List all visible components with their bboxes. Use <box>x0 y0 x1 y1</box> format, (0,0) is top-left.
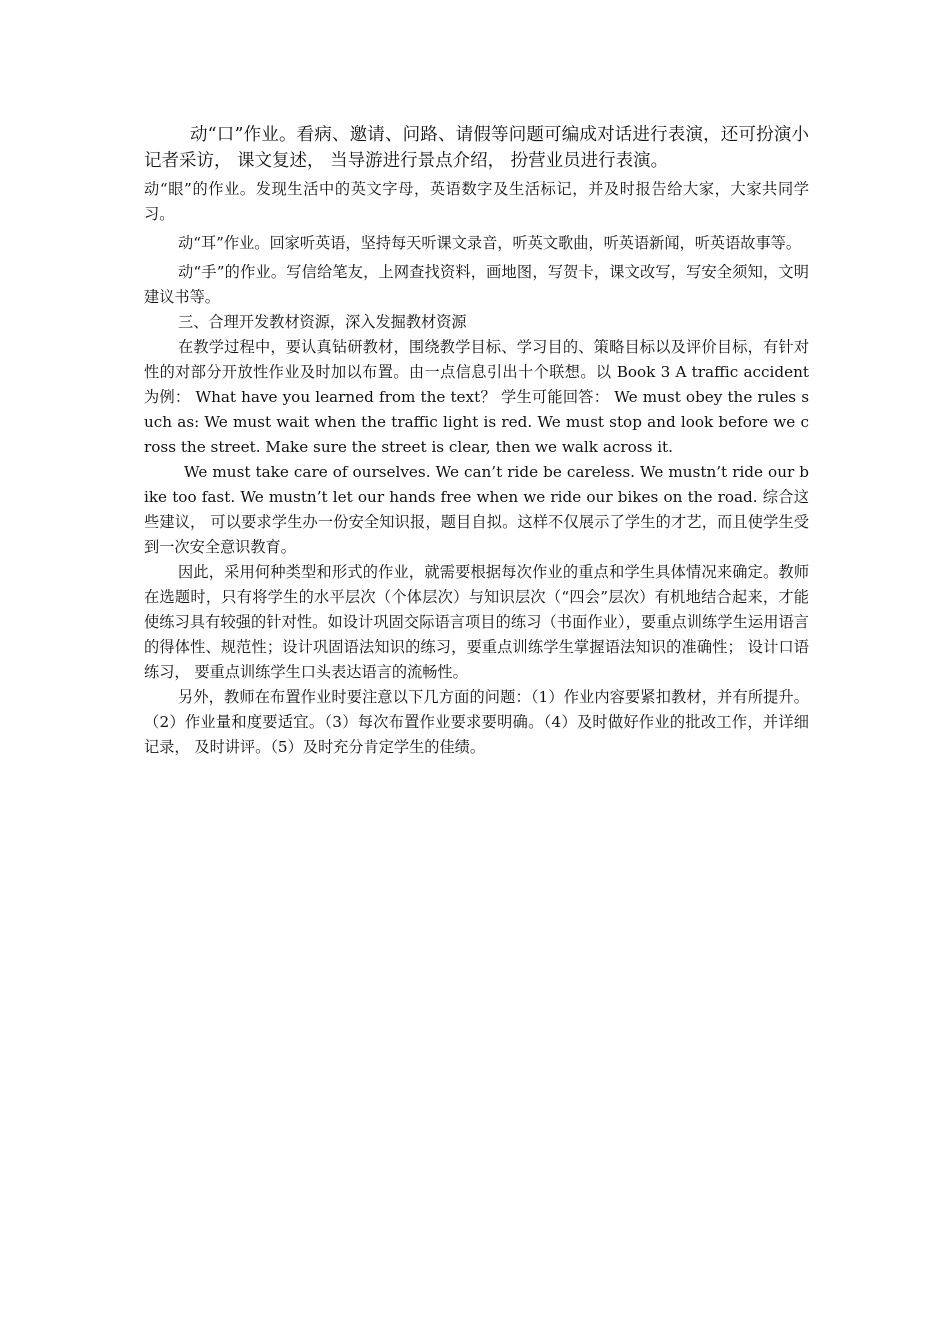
section-heading-3: 三、合理开发教材资源，深入发掘教材资源 <box>178 313 467 331</box>
paragraph-hand-homework: 动“手”的作业。写信给笔友，上网查找资料，画地图，写贺卡，课文改写，写安全须知，文明建议书等。 <box>144 263 809 306</box>
document-page <box>144 122 809 760</box>
paragraph-eye-homework: 动“眼”的作业。发现生活中的英文字母，英语数字及生活标记，并及时报告给大家，大家共同学习。 <box>144 180 809 223</box>
paragraph-homework-notes: 另外，教师在布置作业时要注意以下几方面的问题：（1）作业内容要紧扣教材，并有所提升。（2）作业量和度要适宜。（3）每次布置作业要求要明确。（4）及时做好作业的批改工作，并详细记录， 及时讲评。（5）及时充分肯定学生的佳绩。 <box>144 688 809 756</box>
paragraph-ear-homework: 动“耳”作业。回家听英语，坚持每天听课文录音，听英文歌曲，听英语新闻，听英语故事等。 <box>178 234 802 252</box>
paragraph-oral-homework: 动“口”作业。看病、邀请、问路、请假等问题可编成对话进行表演，还可扮演小记者采访， 课文复述， 当导游进行景点介绍， 扮营业员进行表演。 <box>144 125 809 171</box>
paragraph-teaching-process: 在教学过程中，要认真钻研教材，围绕教学目标、学习目的、策略目标以及评价目标，有针对性的对部分开放性作业及时加以布置。由一点信息引出十个联想。以 Book 3 A traffic accident 为例： What have you learned from the text？ 学生可能回答： We must obey the rules such as: We must wait when the traffic light is red. We must stop and look before we cross the street. Make sure the street is clear, then we walk across it. <box>144 338 809 456</box>
paragraph-homework-types: 因此，采用何种类型和形式的作业，就需要根据每次作业的重点和学生具体情况来确定。教师在选题时，只有将学生的水平层次（个体层次）与知识层次（“四会”层次）有机地结合起来，才能使练习具有较强的针对性。如设计巩固交际语言项目的练习（书面作业），要重点训练学生运用语言的得体性、规范性；设计巩固语法知识的练习，要重点训练学生掌握语法知识的准确性； 设计口语练习， 要重点训练学生口头表达语言的流畅性。 <box>144 563 809 681</box>
paragraph-safety-suggestions: We must take care of ourselves. We can’t ride be careless. We mustn’t ride our bike too fast. We mustn’t let our hands free when we ride our bikes on the road. 综合这些建议， 可以要求学生办一份安全知识报，题目自拟。这样不仅展示了学生的才艺，而且使学生受到一次安全意识教育。 <box>144 463 809 556</box>
